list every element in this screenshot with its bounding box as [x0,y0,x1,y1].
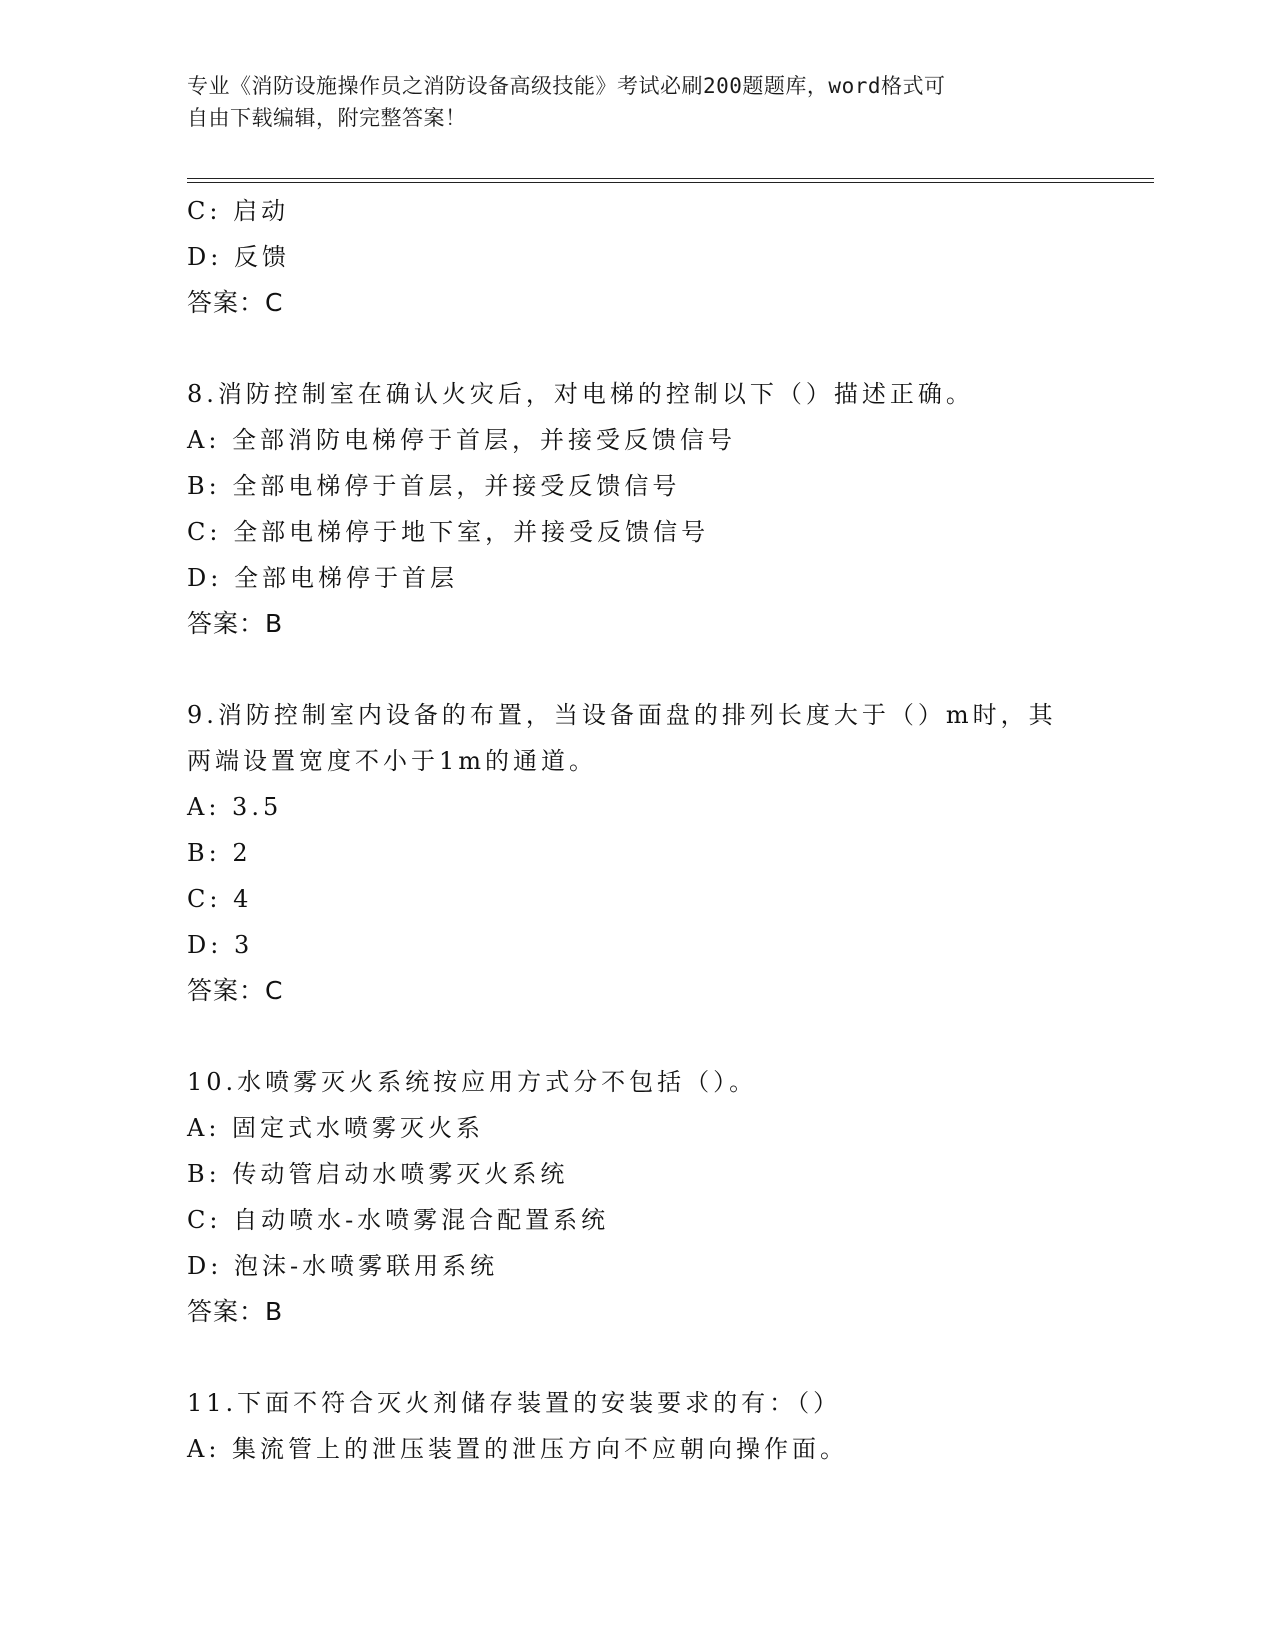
question-stem: 11.下面不符合灭火剂储存装置的安装要求的有：（） [187,1389,842,1417]
question-stem: 10.水喷雾灭火系统按应用方式分不包括（）。 [187,1068,758,1096]
question-list [187,188,1147,1472]
option-a: A: 全部消防电梯停于首层，并接受反馈信号 [187,426,737,454]
header-line-1: 专业《消防设施操作员之消防设备高级技能》考试必刷200题题库，word格式可 [187,74,946,98]
question-8 [187,371,1147,647]
option-d: D: 反馈 [187,243,290,271]
option-b: B: 2 [187,839,252,867]
option-c: C: 启动 [187,197,290,225]
option-d: D: 3 [187,931,254,959]
option-b: B: 传动管启动水喷雾灭火系统 [187,1160,569,1188]
option-d: D: 全部电梯停于首层 [187,564,458,592]
spacer [187,647,1147,692]
answer-line: 答案：C [187,288,284,317]
spacer [187,326,1147,371]
answer-line: 答案：C [187,976,284,1005]
option-c: C: 自动喷水-水喷雾混合配置系统 [187,1206,610,1234]
question-stem: 8.消防控制室在确认火灾后，对电梯的控制以下（）描述正确。 [187,380,974,408]
option-b: B: 全部电梯停于首层，并接受反馈信号 [187,472,681,500]
question-7-continued [187,188,1147,326]
question-stem: 9.消防控制室内设备的布置，当设备面盘的排列长度大于（）m时，其 [187,701,1057,729]
question-stem-continued: 两端设置宽度不小于1m的通道。 [187,747,598,775]
option-c: C: 全部电梯停于地下室，并接受反馈信号 [187,518,710,546]
document-header [187,70,1087,134]
header-line-2: 自由下载编辑，附完整答案！ [187,106,467,130]
spacer [187,1335,1147,1380]
answer-line: 答案：B [187,609,284,638]
spacer [187,1014,1147,1059]
header-divider-bottom [187,182,1154,183]
answer-line: 答案：B [187,1297,284,1326]
header-divider-top [187,178,1154,179]
option-a: A: 集流管上的泄压装置的泄压方向不应朝向操作面。 [187,1435,849,1463]
question-10 [187,1059,1147,1335]
option-a: A: 3.5 [187,793,283,821]
option-c: C: 4 [187,885,253,913]
question-9 [187,692,1147,1014]
option-d: D: 泡沫-水喷雾联用系统 [187,1252,499,1280]
question-11 [187,1380,1147,1472]
option-a: A: 固定式水喷雾灭火系 [187,1114,485,1142]
